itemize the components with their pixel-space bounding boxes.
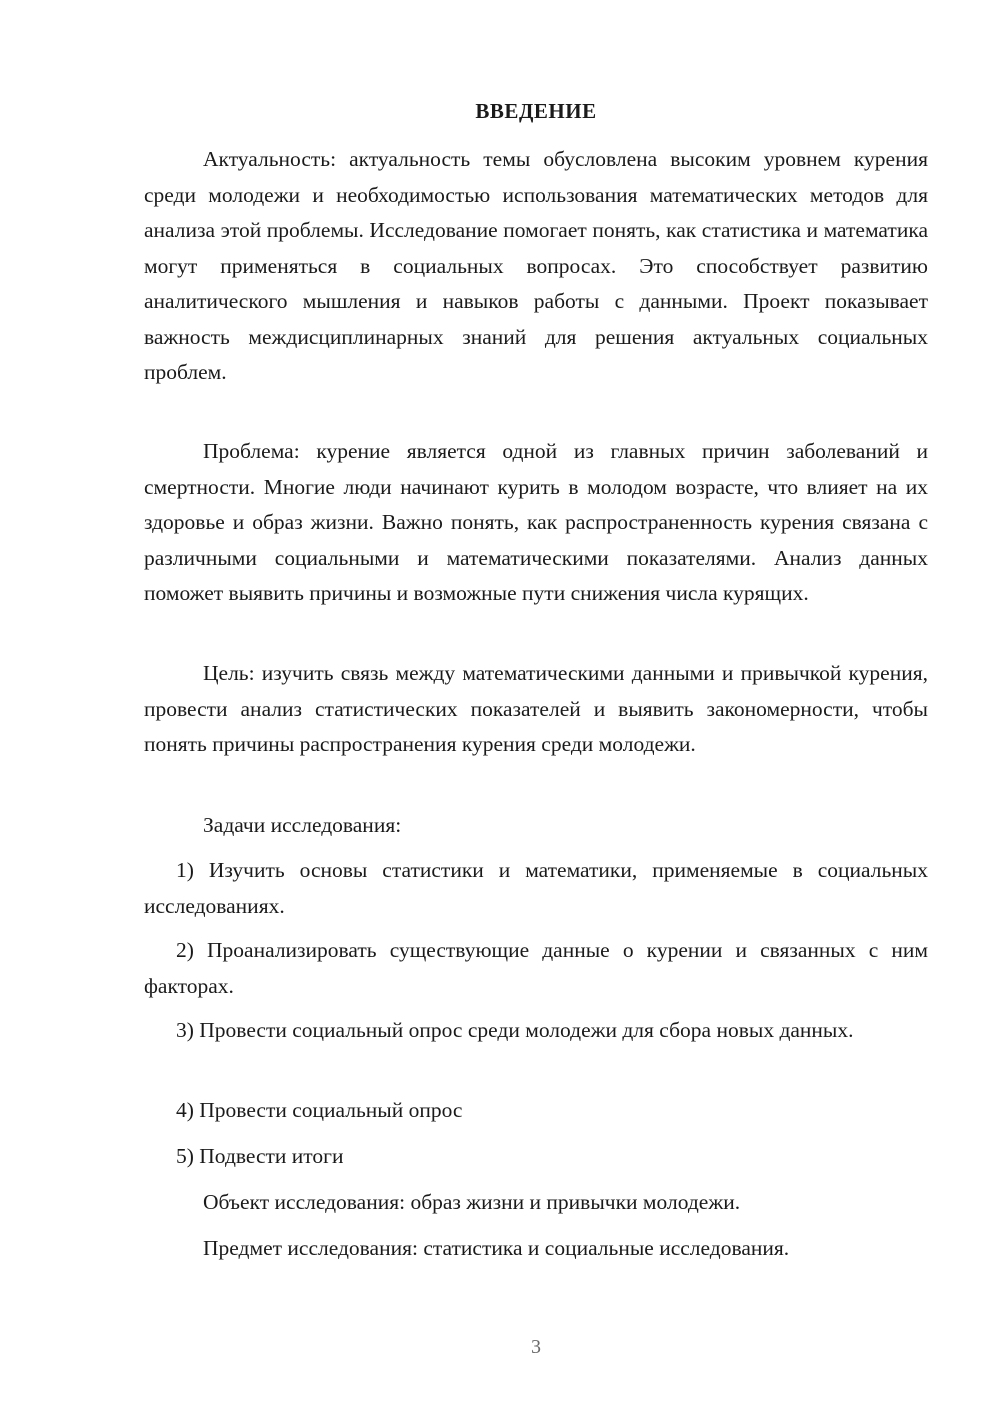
task-item: 3) Провести социальный опрос среди молодежи для сбора новых данных. bbox=[176, 1018, 854, 1042]
task-item: 5) Подвести итоги bbox=[176, 1144, 344, 1168]
paragraph-goal: Цель: изучить связь между математическими данными и привычкой курения, провести анализ статистических показателей и выявить закономерности, чтобы понять причины распространения курения среди молодежи. bbox=[144, 661, 928, 756]
task-item: 1) Изучить основы статистики и математики, применяемые в социальных исследованиях. bbox=[144, 858, 928, 918]
task-item: 2) Проанализировать существующие данные о курении и связанных с ним факторах. bbox=[144, 938, 928, 998]
tasks-heading: Задачи исследования: bbox=[203, 813, 402, 837]
paragraph-relevance: Актуальность: актуальность темы обусловлена высоким уровнем курения среди молодежи и необходимостью использования математических методов для анализа этой проблемы. Исследование помогает понять, как статистика и математика могут применяться в социальных вопросах. Это способствует развитию аналитического мышления и навыков работы с данными. Проект показывает важность междисциплинарных знаний для решения актуальных социальных проблем. bbox=[144, 147, 928, 384]
paragraph-problem: Проблема: курение является одной из главных причин заболеваний и смертности. Многие люди начинают курить в молодом возрасте, что влияет на их здоровье и образ жизни. Важно понять, как распространенность курения связана с различными социальными и математическими показателями. Анализ данных поможет выявить причины и возможные пути снижения числа курящих. bbox=[144, 439, 928, 605]
paragraph-object: Объект исследования: образ жизни и привычки молодежи. bbox=[203, 1190, 741, 1214]
section-title: ВВЕДЕНИЕ bbox=[475, 99, 597, 123]
paragraph-subject: Предмет исследования: статистика и социальные исследования. bbox=[203, 1236, 790, 1260]
page-number: 3 bbox=[531, 1336, 541, 1358]
task-item: 4) Провести социальный опрос bbox=[176, 1098, 463, 1122]
